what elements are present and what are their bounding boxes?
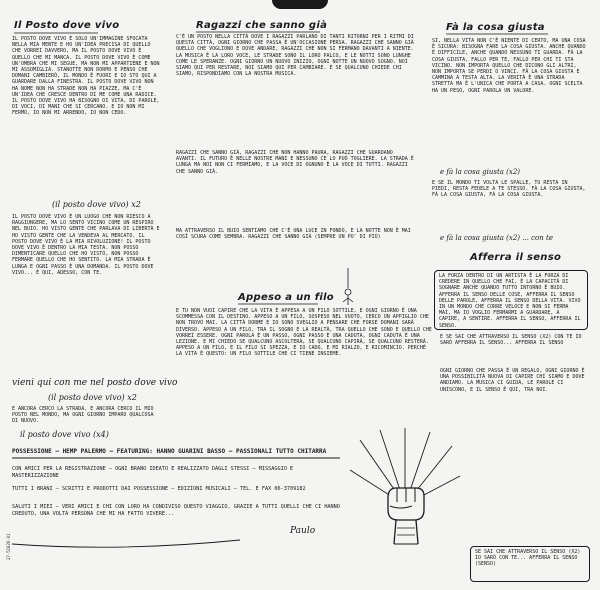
title-fa-la-cosa-giusta: Fà la cosa giusta [446,22,545,33]
outro-giusto: e fà la cosa giusta (x2) ... con te [440,234,553,242]
signature: Paulo [290,526,316,536]
callout-vieni-qui: vieni qui con me nel posto dove vivo [12,378,178,388]
lyrics-giusto-verse-2: E SE IL MONDO TI VOLTA LE SPALLE, TU RESTA IN PIEDI, RESTA FEDELE A TE STESSO. FÀ LA COSA GIUSTA, FÀ LA COSA GIUSTA, FÀ LA COSA GIUSTA. [432,180,589,199]
title-posto-dove-vivo: Il Posto dove vivo [14,20,120,31]
lyrics-posto-verse-2: IL POSTO DOVE VIVO È UN LUOGO CHE NON RIESCO A RAGGIUNGERE, MA LO SENTO VICINO COME UN RESPIRO NEL BUIO. HO VISTO GENTE CHE PARLAVA DI LIBERTÀ E HO VISTO GENTE CHE LA VENDEVA AL MERCATO. IL POSTO DOVE VIVO È LA MIA RIVOLUZIONE! IL POSTO DOVE VIVO È DENTRO LA MIA TESTA. NON POSSO DIMENTICARE QUELLO CHE HO VISTO, NON POSSO FERMARE QUELLO CHE HO SENTITO. LA MIA STRADA È LUNGA E OGNI PASSO È UNA DOMANDA. IL POSTO DOVE VIVO... È QUI, ADESSO, CON TE. [12,214,163,276]
credits-recording: CON AMICI PER LA REGISTRAZIONE — OGNI BRANO IDEATO E REALIZZATO DAGLI STESSI — MISSAGGIO E MASTERIZZAZIONE [12,466,294,479]
fist-icon [388,488,424,544]
lyrics-giusto-verse-1: SI, NELLA VITA NON C'È NIENTE DI CERTO, MA UNA COSA È SICURA: BISOGNA FARE LA COSA GIUSTA. ANCHE QUANDO È DIFFICILE, ANCHE QUANDO NESSUNO TI GUARDA. FÀ LA COSA GIUSTA, FALLO PER TE, FALLO PER CHI TI STA VICINO. NON IMPORTA QUELLO CHE DICONO GLI ALTRI, NON IMPORTA SE PERDI O VINCI. FÀ LA COSA GIUSTA E CAMMINA A TESTA ALTA. LA VERITÀ È UNA STRADA STRETTA MA È L'UNICA CHE PORTA A CASA. OGNI SCELTA HA UN PESO, OGNI PAROLA UN VALORE. [432,38,589,94]
lyrics-senso-intro-box: LA FORZA DENTRO DI UN ARTISTA È LA FORZA DI CREDERE IN QUELLO CHE FAI, È LA CAPACITÀ DI SOGNARE ANCHE QUANDO TUTTO INTORNO È BUIO. AFFERRA IL SENSO DELLE COSE, AFFERRA IL SENSO DELLE PAROLE, AFFERRA IL SENSO DELLA VITA. VIVO IN UN MONDO CHE CORRE VELOCE E NON SI FERMA MAI, MA IO VOGLIO FERMARMI A GUARDARE, A CAPIRE, A SENTIRE. AFFERRA IL SENSO, AFFERRA IL SENSO. [434,270,588,330]
title-afferra-il-senso: Afferra il senso [470,252,562,263]
lyrics-senso-verse-2: OGNI GIORNO CHE PASSA È UN REGALO, OGNI GIORNO È UNA POSSIBILITÀ NUOVA DI CAPIRE CHI SIAMO E DOVE ANDIAMO. LA MUSICA CI GUIDA, LE PAROLE CI UNISCONO, E IL SENSO È QUI, TRA NOI. [440,368,588,393]
lyrics-ragazzi-verse-1: C'È UN POSTO NELLA CITTÀ DOVE I RAGAZZI PARLANO DI TANTI RITORNI PER I RITMI DI QUESTA CITTÀ, OGNI GIORNO CHE PASSA È UN'OCCASIONE PERSA. RAGAZZI CHE SANNO GIÀ QUELLO CHE VOGLIONO E DOVE ANDARE, RAGAZZI CHE NON SI FERMANO DAVANTI A NIENTE. LA MUSICA È LA LORO VOCE, LE STRADE SONO IL LORO PALCO, E LE NOTTI SONO LUNGHE COME LE SPERANZE. OGNI GIORNO UN NUOVO INIZIO, OGNI NOTTE UN NUOVO SOGNO. NOI SIAMO QUI PER RESTARE, NOI SIAMO QUI PER CAMBIARE. E SE QUALCUNO CHIEDE CHI SIAMO, RISPONDIAMO CON LA NOSTRA MUSICA. [176,34,417,78]
lyrics-posto-verse-3: E ANCORA CERCO LA STRADA, E ANCORA CERCO IL MIO POSTO NEL MONDO, MA OGNI GIORNO IMPARO QUALCOSA DI NUOVO. [12,406,157,425]
credits-publishing: TUTTI I BRANI — SCRITTI E PRODOTTI DAI POSSESSIONE — EDIZIONI MUSICALI — TEL. E FAX 06-3709182 [12,486,306,492]
lyrics-ragazzi-verse-2: RAGAZZI CHE SANNO GIÀ, RAGAZZI CHE NON HANNO PAURA, RAGAZZI CHE GUARDANO AVANTI. IL FUTURO È NELLE NOSTRE MANI E NESSUNO CE LO PUÒ TOGLIERE. LA STRADA È LUNGA MA NOI NON CI FERMIAMO, E LA VOCE DI OGNUNO È LA VOCE DI TUTTI. RAGAZZI CHE SANNO GIÀ. [176,150,417,175]
refrain-posto-1: (il posto dove vivo) x2 [52,200,141,209]
credits-brackets [12,458,340,547]
refrain-posto-3: il posto dove vivo (x4) [20,430,109,439]
credits-thanks: SALUTI I MIEI — VERI AMICI E CHI CON LORO HA CONDIVISO QUESTO VIAGGIO, GRAZIE A TUTTI QUELLI CHE CI HANNO CREDUTO, UNA VOLTA PERSONA CHE MI HA FATTO VIVERE... [12,504,340,517]
title-ragazzi-che-sanno: Ragazzi che sanno già [196,20,328,31]
refrain-posto-2: (il posto dove vivo) x2 [48,393,137,402]
hanging-figure-doodle [343,268,353,305]
credits-band-line: POSSESSIONE — HEMP PALERMO — FEATURING: HANNO GUARINI BASSO — PASSIONALI TUTTO CHITARRA [12,448,327,455]
refrain-giusto: e fà la cosa giusta (x2) [440,168,521,176]
lyrics-posto-verse-1: IL POSTO DOVE VIVO È SOLO UN'IMMAGINE SFOCATA NELLA MIA MENTE E HO UN'IDEA PRECISA DI QUELLO CHE VORREI DAVVERO, MA IL POSTO DOVE VIVO È QUELLO CHE MI MANCA. IL POSTO DOVE VIVO È COME UN'OMBRA CHE MI SEGUE, MA NON MI APPARTIENE E NON MI ASSOMIGLIA. STANOTTE NON DORMO E PENSO CHE DOMANI CAMBIERÒ, IL MONDO È FUORI E IO STO QUI A GUARDARE DALLA FINESTRA. IL POSTO DOVE VIVO NON HA NOME NON HA STRADE NON HA PIAZZE, MA C'È UN'IDEA CHE CRESCE DENTRO DI ME COME UNA RADICE. IL POSTO DOVE VIVO HA BISOGNO DI VITA, DI PAROLE, DI VOCI, DI MANI CHE SI CERCANO. E IO NON MI FERMO, IO NON MI ARRENDO, IO NON CEDO. [12,36,163,117]
lyrics-senso-mid: E SE SAI CHE ATTRAVERSO IL SENSO (X2) CON TE IO SARÒ AFFERRA IL SENSO... AFFERRA IL SENSO [440,334,585,347]
lyrics-ragazzi-interlude: MA ATTRAVERSO IL BUIO SENTIAMO CHE C'È UNA LUCE IN FONDO, E LA NOTTE NON È MAI COSÌ SCURA COME SEMBRA. RAGAZZI CHE SANNO GIÀ (SEMPRE UN PO' DI PIÙ) [176,228,414,241]
catalog-code: 27-51826-01 [6,533,11,560]
lyrics-senso-outro-box: SE SAI CHE ATTRAVERSO IL SENSO (X2) IO SARÒ CON TE... AFFERRA IL SENSO (SENSO) [470,546,590,582]
title-appeso-a-un-filo: Appeso a un filo [238,292,334,303]
lyrics-appeso: E TU NON VUOI CAPIRE CHE LA VITA È APPESA A UN FILO SOTTILE, E OGNI GIORNO È UNA SCOMMESSA CON IL DESTINO. APPESO A UN FILO, SOSPESO NEL VUOTO, CERCO UN APPIGLIO CHE NON TROVO MAI. LA CITTÀ DORME E IO SONO SVEGLIO A PENSARE CHE FORSE DOMANI SARÀ DIVERSO. APPESO A UN FILO, TRA IL SOGNO E LA REALTÀ, TRA QUELLO CHE SONO E QUELLO CHE VORREI ESSERE. OGNI PAROLA È UN PASSO, OGNI PASSO È UNA CADUTA, OGNI CADUTA È UNA LEZIONE. E MI CHIEDO SE QUALCUNO ASCOLTERÀ, SE QUALCUNO CAPIRÀ, SE QUALCUNO RESTERÀ. APPESO A UN FILO, E IL FILO SI SPEZZA, E IO CADO, E MI RIALZO, E RICOMINCIO. PERCHÉ LA VITA È QUESTO: UN FILO SOTTILE CHE CI TIENE INSIEME. [176,308,435,358]
